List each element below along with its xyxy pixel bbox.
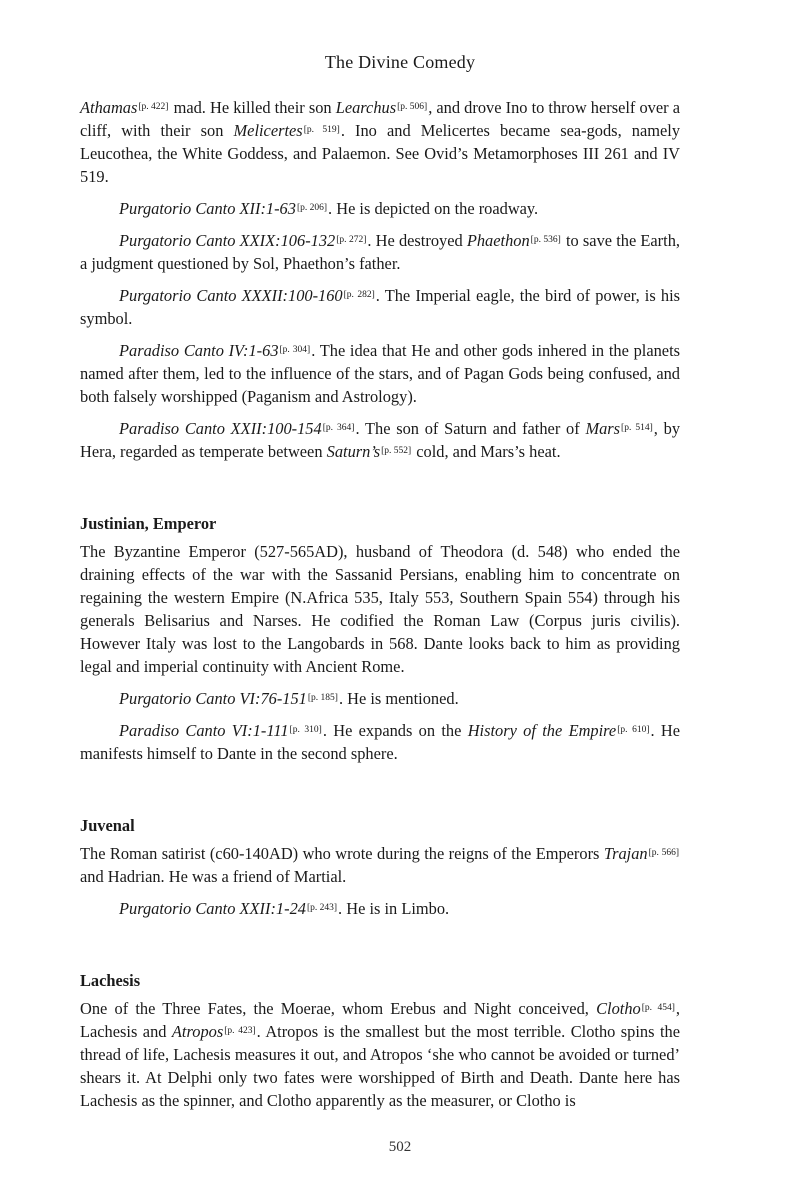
crossref-link[interactable]: Learchus: [335, 98, 397, 117]
text: . He is depicted on the roadway.: [328, 199, 539, 218]
entry-body-juvenal: [80, 842, 680, 888]
page-ref: [p. 422]: [138, 102, 169, 112]
text: , Lachesis and: [80, 999, 680, 1041]
crossref-link[interactable]: History of the Empire: [467, 721, 617, 740]
canto-link[interactable]: Purgatorio Canto VI:76-151: [119, 689, 307, 708]
text: . Atropos is the smallest but the most terrible. Clotho spins the thread of life, Lachesis measures it out, and Atropos ‘she who cannot be avoided or turned’ shears it. At Delphi only two fates were worshipped of Birth and Death. Dante here has Lachesis as the spinner, and Clotho apparently as the measurer, or Clotho is: [80, 1022, 680, 1110]
text: . He expands on the: [322, 721, 468, 740]
crossref-link[interactable]: Trajan: [603, 844, 648, 863]
canto-link[interactable]: Purgatorio Canto XXIX:106-132: [119, 231, 336, 250]
text: , and drove Ino to throw herself over a cliff, with their son: [80, 98, 680, 140]
page-ref: [p. 272]: [336, 235, 367, 245]
text: mad. He killed their son: [169, 98, 336, 117]
canto-link[interactable]: Paradiso Canto VI:1-111: [119, 721, 289, 740]
canto-reference: [80, 719, 680, 765]
text: . He manifests himself to Dante in the second sphere.: [80, 721, 681, 763]
text: . He is mentioned.: [338, 689, 459, 708]
page-ref: [p. 506]: [397, 102, 428, 112]
page-ref: [p. 514]: [621, 423, 653, 433]
canto-link[interactable]: Paradiso Canto XXII:100-154: [119, 419, 322, 438]
canto-reference: [80, 229, 680, 275]
text: . The son of Saturn and father of: [355, 419, 586, 438]
entry-heading-lachesis: Lachesis: [80, 971, 141, 990]
crossref-link[interactable]: Atropos: [171, 1022, 224, 1041]
intro-paragraph: [80, 96, 680, 188]
text: cold, and Mars’s heat.: [412, 442, 561, 461]
page-ref: [p. 185]: [307, 693, 338, 703]
canto-reference: [80, 284, 680, 330]
page-ref: [p. 206]: [296, 203, 328, 213]
canto-link[interactable]: Paradiso Canto IV:1-63: [119, 341, 279, 360]
crossref-link[interactable]: Athamas: [80, 98, 138, 117]
text: . He is in Limbo.: [338, 899, 450, 918]
page-number: 502: [388, 1139, 412, 1155]
page-ref: [p. 454]: [641, 1003, 675, 1013]
entry-body-justinian: The Byzantine Emperor (527-565AD), husband of Theodora (d. 548) who ended the draining effects of the war with the Sassanid Persians, enabling him to concentrate on regaining the western Empire (N.Africa 535, Italy 553, Southern Spain 554) through his generals Belisarius and Narses. He codified the Roman Law (Corpus juris civilis). However Italy was lost to the Langobards in 568. Dante looks back to him as providing legal and imperial continuity with Ancient Rome.: [80, 542, 680, 676]
entry-heading-justinian: Justinian, Emperor: [80, 514, 217, 533]
canto-reference: [80, 417, 680, 463]
page-ref: [p. 610]: [617, 725, 650, 735]
canto-reference: [80, 897, 680, 920]
page-ref: [p. 552]: [381, 446, 412, 456]
crossref-link[interactable]: Mars: [585, 419, 621, 438]
crossref-link[interactable]: Melicertes: [233, 121, 303, 140]
text: , by Hera, regarded as temperate between: [80, 419, 681, 461]
page-ref: [p. 282]: [343, 290, 375, 300]
page-ref: [p. 364]: [322, 423, 355, 433]
crossref-link[interactable]: Saturn’s: [326, 442, 381, 461]
page-ref: [p. 310]: [289, 725, 322, 735]
page-ref: [p. 304]: [279, 345, 311, 355]
page-ref: [p. 423]: [224, 1026, 256, 1036]
entry-heading-juvenal: Juvenal: [80, 816, 135, 835]
text: One of the Three Fates, the Moerae, whom Erebus and Night conceived,: [80, 999, 597, 1018]
page-ref: [p. 566]: [648, 848, 680, 858]
page-ref: [p. 243]: [306, 903, 338, 913]
text: . Ino and Melicertes became sea-gods, namely Leucothea, the White Goddess, and Palaemon. See Ovid’s Metamorphoses III 261 and IV 519.: [80, 121, 681, 186]
canto-reference: [80, 687, 680, 710]
crossref-link[interactable]: Clotho: [596, 999, 641, 1018]
text: . The Imperial eagle, the bird of power, is his symbol.: [80, 286, 681, 328]
text: . The idea that He and other gods inhered in the planets named after them, led to the influence of the stars, and of Pagan Gods being confused, and both falsely worshipped (Paganism and Astrology).: [80, 341, 680, 406]
crossref-link[interactable]: Phaethon: [466, 231, 530, 250]
text: and Hadrian. He was a friend of Martial.: [80, 867, 347, 886]
page-ref: [p. 536]: [530, 235, 561, 245]
canto-link[interactable]: Purgatorio Canto XXXII:100-160: [119, 286, 343, 305]
canto-link[interactable]: Purgatorio Canto XII:1-63: [119, 199, 296, 218]
running-header: The Divine Comedy: [324, 52, 476, 72]
text: to save the Earth, a judgment questioned by Sol, Phaethon’s father.: [80, 231, 680, 273]
text: The Roman satirist (c60-140AD) who wrote during the reigns of the Emperors: [80, 844, 604, 863]
page-ref: [p. 519]: [303, 125, 340, 135]
page-body: [80, 96, 680, 1112]
text: . He destroyed: [367, 231, 467, 250]
canto-reference: [80, 339, 680, 408]
canto-link[interactable]: Purgatorio Canto XXII:1-24: [119, 899, 306, 918]
canto-reference: [80, 197, 680, 220]
entry-body-lachesis: [80, 997, 680, 1112]
